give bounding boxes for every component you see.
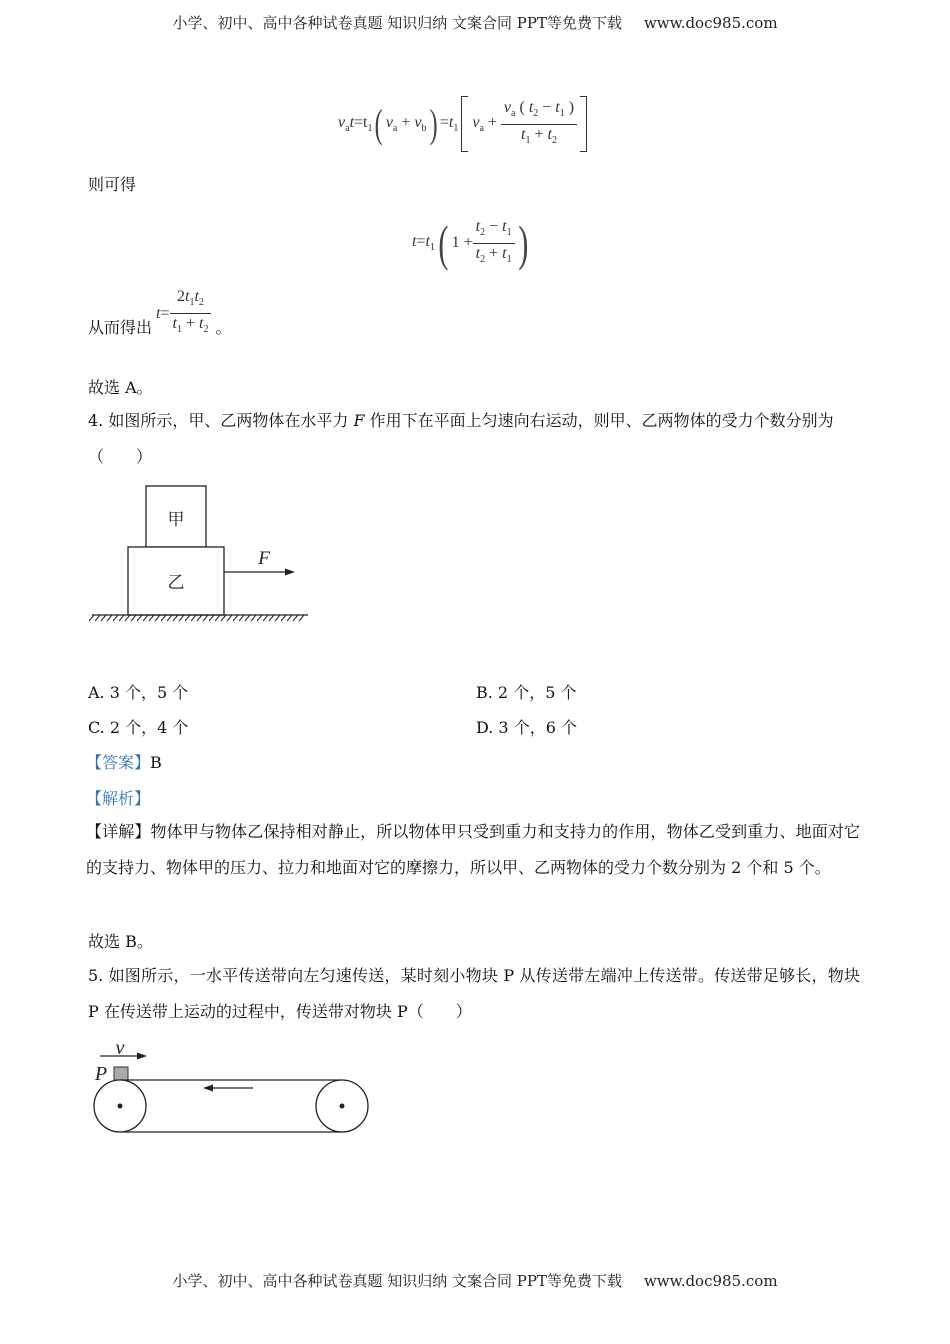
- block-jia-label: 甲: [167, 510, 185, 530]
- hatch-mark: [209, 615, 214, 621]
- hatch-mark: [137, 615, 142, 621]
- hatch-mark: [155, 615, 160, 621]
- q4-figure: [88, 478, 314, 628]
- hatch-mark: [143, 615, 148, 621]
- page-header: [0, 12, 950, 33]
- q4-stem-b: 作用下在平面上匀速向右运动，则甲、乙两物体的受力个数分别为: [369, 411, 834, 430]
- footer-text: 小学、初中、高中各种试卷真题 知识归纳 文案合同 PPT等免费下载: [172, 1272, 622, 1290]
- hatch-mark: [299, 615, 304, 621]
- q4-force-var: F: [353, 411, 365, 430]
- hatch-mark: [269, 615, 274, 621]
- hatch-mark: [161, 615, 166, 621]
- hatch-mark: [287, 615, 292, 621]
- equation-time: $t=t_1$ ( 1 + $\frac{t_2 - t_1}{t_2 + t_1}$ ): [412, 215, 528, 271]
- hatch-mark: [173, 615, 178, 621]
- q4-paren: （ ）: [88, 447, 153, 466]
- q4-option-d[interactable]: D. 3 个，6 个: [476, 718, 577, 737]
- block-yi-label: 乙: [167, 573, 185, 593]
- hatch-mark: [203, 615, 208, 621]
- belt-direction-arrowhead: [203, 1085, 213, 1092]
- q4-option-a[interactable]: A. 3 个，5 个: [88, 683, 189, 702]
- hatch-mark: [89, 615, 94, 621]
- hatch-mark: [293, 615, 298, 621]
- page-footer: [0, 1270, 950, 1291]
- answer-value: B: [150, 753, 162, 772]
- prev-choice: 故选 A。: [88, 378, 153, 397]
- hatch-mark: [131, 615, 136, 621]
- q4-option-b[interactable]: B. 2 个，5 个: [476, 683, 577, 702]
- q5-stem: 5. 如图所示，一水平传送带向左匀速传送，某时刻小物块 P 从传送带左端冲上传送带。传送带足够长，物块 P 在传送带上运动的过程中，传送带对物块 P（ ）: [88, 966, 860, 1021]
- q4-answer: [86, 753, 162, 773]
- hatch-mark: [107, 615, 112, 621]
- conclusion-prefix: 从而得出: [88, 318, 153, 337]
- hatch-mark: [113, 615, 118, 621]
- header-url[interactable]: www.doc985.com: [643, 14, 778, 32]
- q4-detail: 【详解】物体甲与物体乙保持相对静止，所以物体甲只受到重力和支持力的作用，物体乙受到重力、地面对它的支持力、物体甲的压力、拉力和地面对它的摩擦力，所以甲、乙两物体的受力个数分别为 2 个和 5 个。: [86, 822, 860, 877]
- hatch-mark: [263, 615, 268, 621]
- hatch-mark: [233, 615, 238, 621]
- hatch-mark: [95, 615, 100, 621]
- hatch-mark: [185, 615, 190, 621]
- hatch-mark: [251, 615, 256, 621]
- footer-url[interactable]: www.doc985.com: [643, 1272, 778, 1290]
- then-text: 则可得: [88, 175, 137, 194]
- hatch-mark: [191, 615, 196, 621]
- block-p-label: P: [94, 1063, 108, 1085]
- q4-stem: [88, 403, 860, 475]
- q4-option-c[interactable]: C. 2 个，4 个: [88, 718, 189, 737]
- hatch-mark: [119, 615, 124, 621]
- hatch-mark: [167, 615, 172, 621]
- hatch-mark: [245, 615, 250, 621]
- header-text: 小学、初中、高中各种试卷真题 知识归纳 文案合同 PPT等免费下载: [172, 14, 622, 32]
- conclusion-line: [88, 290, 231, 340]
- hatch-mark: [179, 615, 184, 621]
- hatch-mark: [215, 615, 220, 621]
- velocity-label: v: [115, 1037, 125, 1059]
- answer-tag: 【答案】: [86, 753, 151, 772]
- left-pulley-axle: [118, 1104, 123, 1109]
- hatch-mark: [275, 615, 280, 621]
- conclusion-formula: t= $\frac{2t_1t_2}{t_1 + t_2}$: [156, 287, 211, 340]
- hatch-mark: [125, 615, 130, 621]
- hatch-mark: [239, 615, 244, 621]
- analysis-tag: 【解析】: [86, 789, 151, 808]
- force-label: F: [258, 548, 270, 569]
- block-p: [114, 1067, 128, 1080]
- q4-stem-a: 4. 如图所示，甲、乙两物体在水平力: [88, 411, 349, 430]
- conclusion-suffix: 。: [215, 318, 232, 337]
- q5-figure: [88, 1036, 378, 1140]
- hatch-mark: [281, 615, 286, 621]
- hatch-mark: [221, 615, 226, 621]
- hatch-mark: [149, 615, 154, 621]
- ground-hatch: [89, 615, 304, 621]
- force-arrowhead: [285, 569, 295, 576]
- hatch-mark: [197, 615, 202, 621]
- q4-choice: 故选 B。: [88, 932, 153, 951]
- velocity-arrowhead: [137, 1053, 147, 1060]
- equation-velocity: $v_at=t_1$ ( $v_a + v_b$ ) $=t_1$ $v_a$ + $\frac{v_a ( t_2 - t_1 )}{t_1 + t_2}$: [338, 95, 587, 153]
- hatch-mark: [101, 615, 106, 621]
- hatch-mark: [257, 615, 262, 621]
- hatch-mark: [227, 615, 232, 621]
- right-pulley-axle: [340, 1104, 345, 1109]
